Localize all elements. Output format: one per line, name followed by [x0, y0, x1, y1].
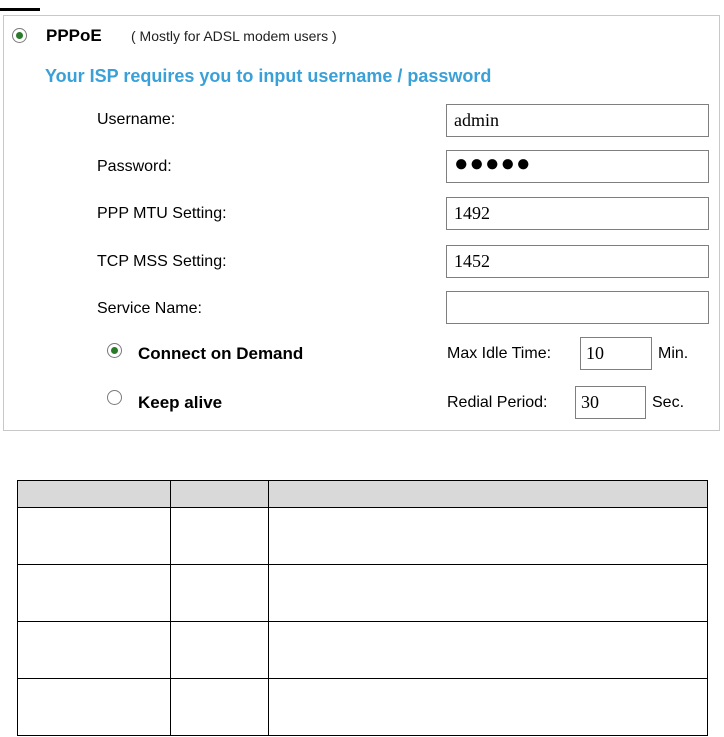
table-header-cell	[18, 481, 171, 508]
table-cell	[269, 508, 708, 565]
table-header-cell	[171, 481, 269, 508]
username-field[interactable]: admin	[446, 104, 709, 137]
max-idle-time-input[interactable]: 10	[580, 337, 652, 370]
connect-on-demand-radio[interactable]	[107, 343, 122, 358]
tcp-mss-label: TCP MSS Setting:	[97, 253, 227, 270]
pppoe-radio[interactable]	[12, 28, 27, 43]
description-table	[17, 480, 708, 736]
table-row	[18, 622, 708, 679]
connect-on-demand-label: Connect on Demand	[138, 344, 304, 363]
isp-heading: Your ISP requires you to input username / password	[45, 66, 492, 86]
max-idle-time-unit: Min.	[658, 345, 689, 362]
section-underline	[0, 8, 40, 11]
table-cell	[171, 565, 269, 622]
redial-period-label: Redial Period:	[447, 394, 548, 411]
table-row	[18, 508, 708, 565]
username-label: Username:	[97, 111, 176, 128]
table-row	[18, 679, 708, 736]
pppoe-note: ( Mostly for ADSL modem users )	[131, 28, 337, 44]
table-cell	[171, 679, 269, 736]
table-cell	[18, 565, 171, 622]
service-name-field[interactable]	[446, 291, 709, 324]
table-cell	[18, 679, 171, 736]
table-header-row	[18, 481, 708, 508]
ppp-mtu-field[interactable]: 1492	[446, 197, 709, 230]
redial-period-input[interactable]: 30	[575, 386, 646, 419]
table-cell	[18, 508, 171, 565]
service-name-label: Service Name:	[97, 300, 202, 317]
table-cell	[171, 622, 269, 679]
password-label: Password:	[97, 158, 172, 175]
table-cell	[18, 622, 171, 679]
password-mask: ●●●●●	[454, 150, 532, 177]
table-row	[18, 565, 708, 622]
table-cell	[171, 508, 269, 565]
table-cell	[269, 565, 708, 622]
table-cell	[269, 622, 708, 679]
redial-period-unit: Sec.	[652, 394, 685, 411]
ppp-mtu-label: PPP MTU Setting:	[97, 205, 227, 222]
tcp-mss-field[interactable]: 1452	[446, 245, 709, 278]
table-cell	[269, 679, 708, 736]
table-header-cell	[269, 481, 708, 508]
keep-alive-label: Keep alive	[138, 393, 223, 412]
max-idle-time-label: Max Idle Time:	[447, 345, 552, 362]
pppoe-label: PPPoE	[46, 26, 102, 45]
keep-alive-radio[interactable]	[107, 390, 122, 405]
